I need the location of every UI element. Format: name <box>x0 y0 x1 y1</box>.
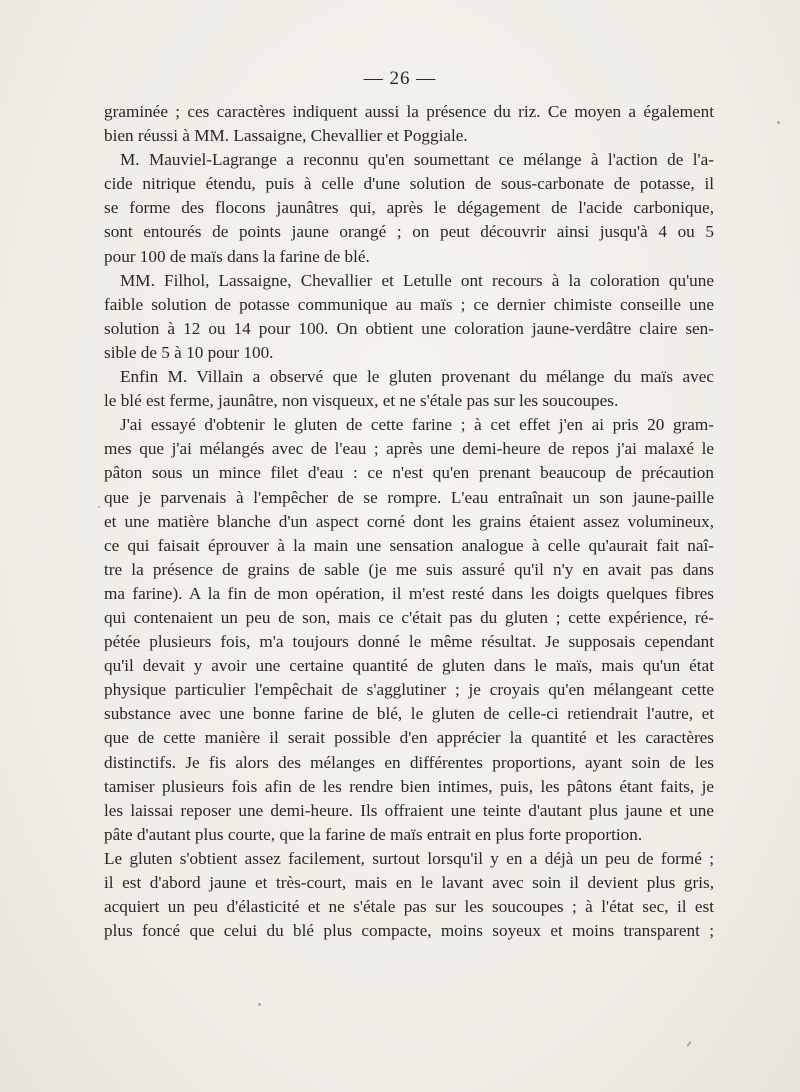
paper-speck <box>258 1003 261 1006</box>
text-line: se forme des flocons jaunâtres qui, après le dégagement de l'acide carbonique, <box>104 198 714 218</box>
text-line: qui contenaient un peu de son, mais ce c'était pas du gluten ; cette expérience, ré- <box>104 607 714 627</box>
text-line: graminée ; ces caractères indiquent aussi la présence du riz. Ce moyen a également <box>104 102 714 121</box>
text-line: ma farine). A la fin de mon opération, il m'est resté dans les doigts quelques fibres <box>104 583 714 603</box>
paper-speck <box>777 121 780 124</box>
text-line: MM. Filhol, Lassaigne, Chevallier et Letulle ont recours à la coloration qu'une <box>120 270 714 290</box>
text-line: substance avec une bonne farine de blé, le gluten de celle-ci retiendrait l'autre, et <box>104 704 714 724</box>
text-line: et une matière blanche d'un aspect corné dont les grains étaient assez volumineux, <box>104 511 714 531</box>
text-line: pâton sous un mince filet d'eau : ce n'est qu'en prenant beaucoup de précaution <box>104 463 714 483</box>
text-line: pour 100 de maïs dans la farine de blé. <box>104 246 370 266</box>
text-line: J'ai essayé d'obtenir le gluten de cette farine ; à cet effet j'en ai pris 20 gram- <box>120 415 714 435</box>
paper-speck <box>686 1041 691 1047</box>
text-line: cide nitrique étendu, puis à celle d'une solution de sous-carbonate de potasse, il <box>104 174 714 194</box>
text-line: sont entourés de points jaune orangé ; on peut découvrir ainsi jusqu'à 4 ou 5 <box>104 222 714 242</box>
text-line: Le gluten s'obtient assez facilement, surtout lorsqu'il y en a déjà un peu de formé ; <box>104 848 714 868</box>
text-line: qu'il devait y avoir une certaine quantité de gluten dans le maïs, mais qu'un état <box>104 656 714 676</box>
text-line: les laissai reposer une demi-heure. Ils offraient une teinte d'autant plus jaune et une <box>104 800 714 820</box>
text-line: que de cette manière il serait possible d'en apprécier la quantité et les caractères <box>104 728 714 748</box>
text-line: physique particulier l'empêchait de s'agglutiner ; je croyais qu'en mélangeant cette <box>104 680 714 700</box>
text-line: plus foncé que celui du blé plus compacte, moins soyeux et moins transparent ; <box>104 921 714 941</box>
body-text <box>104 100 714 943</box>
text-line: M. Mauviel-Lagrange a reconnu qu'en soumettant ce mélange à l'action de l'a- <box>120 150 714 170</box>
text-line: distinctifs. Je fis alors des mélanges en différentes proportions, ayant soin de les <box>104 752 714 772</box>
page-number: — 26 — <box>363 68 437 89</box>
text-line: il est d'abord jaune et très-court, mais en le lavant avec soin il devient plus gris, <box>104 873 714 892</box>
text-line: ce qui faisait éprouver à la main une sensation analogue à celle qu'aurait fait naî- <box>104 535 714 555</box>
text-line: tamiser plusieurs fois afin de les rendre bien intimes, puis, les pâtons étant faits, je <box>104 776 714 796</box>
text-line: sible de 5 à 10 pour 100. <box>104 342 274 362</box>
text-line: bien réussi à MM. Lassaigne, Chevallier et Poggiale. <box>104 126 468 146</box>
text-line: pâte d'autant plus courte, que la farine de maïs entrait en plus forte proportion. <box>104 824 643 844</box>
text-line: pétée plusieurs fois, m'a toujours donné le même résultat. Je supposais cependant <box>104 632 714 652</box>
text-line: tre la présence de grains de sable (je me suis assuré qu'il n'y en avait pas dans <box>104 559 714 579</box>
text-line: solution à 12 ou 14 pour 100. On obtient une coloration jaune-verdâtre claire sen- <box>104 318 714 338</box>
text-line: le blé est ferme, jaunâtre, non visqueux, et ne s'étale pas sur les soucoupes. <box>104 391 619 411</box>
text-line: Enfin M. Villain a observé que le gluten provenant du mélange du maïs avec <box>120 367 714 387</box>
text-line: mes que j'ai mélangés avec de l'eau ; après une demi-heure de repos j'ai malaxé le <box>104 439 714 459</box>
paper-speck <box>98 506 100 508</box>
text-line: acquiert un peu d'élasticité et ne s'étale pas sur les soucoupes ; à l'état sec, il est <box>104 897 714 917</box>
text-line: que je parvenais à l'empêcher de se rompre. L'eau entraînait un son jaune-paille <box>104 487 714 507</box>
text-line: faible solution de potasse communique au maïs ; ce dernier chimiste conseille une <box>104 294 714 314</box>
